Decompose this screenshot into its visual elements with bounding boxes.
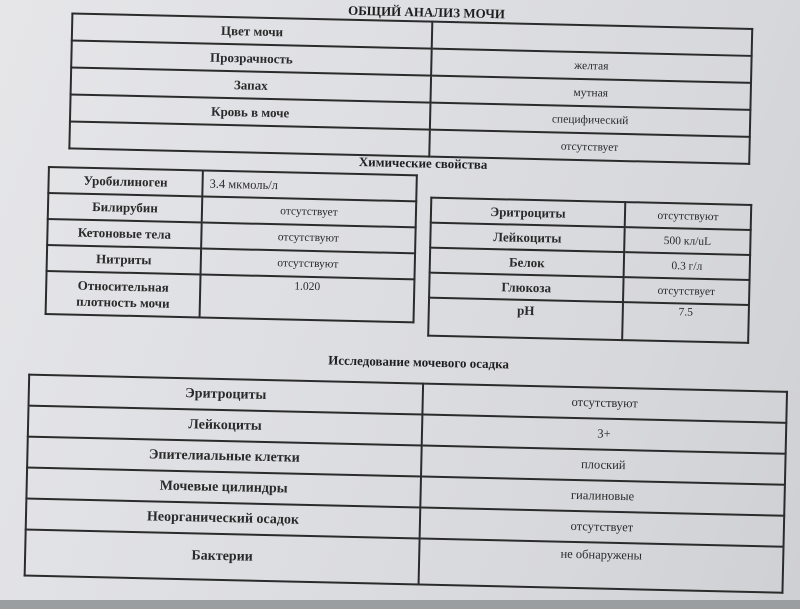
- row-label: Неорганический осадок: [26, 499, 421, 539]
- row-value: желтая: [431, 49, 752, 83]
- row-value: 3.4 мкмоль/л: [202, 170, 417, 201]
- document-title: ОБЩИЙ АНАЛИЗ МОЧИ: [347, 2, 506, 22]
- row-value: специфический: [430, 103, 751, 137]
- table-row: [46, 271, 415, 322]
- row-value: плоский: [421, 446, 786, 485]
- row-label: Лейкоциты: [28, 406, 423, 446]
- row-label: Лейкоциты: [430, 223, 625, 252]
- row-value: отсутствует: [202, 196, 417, 227]
- row-value: отсутствует: [420, 508, 785, 547]
- row-label: Эритроциты: [431, 198, 626, 227]
- row-label: Эпителиальные клетки: [27, 437, 422, 477]
- row-label: Уробилиноген: [48, 167, 203, 196]
- row-label: Цвет мочи: [72, 13, 433, 48]
- row-label: Запах: [71, 67, 432, 102]
- row-label: Глюкоза: [429, 273, 624, 302]
- row-value: мутная: [430, 76, 751, 110]
- row-value: 7.5: [622, 302, 749, 343]
- row-label: Кетоновые тела: [47, 219, 202, 248]
- row-value: отсутствуют: [625, 202, 752, 230]
- table-row: [428, 298, 749, 343]
- row-label: Билирубин: [48, 193, 203, 222]
- row-value: отсутствует: [623, 277, 750, 305]
- row-value: 1.020: [200, 274, 415, 322]
- chemical-section-title: Химические свойства: [358, 154, 488, 172]
- row-value: 500 кл/uL: [624, 227, 751, 255]
- row-value: 3+: [422, 415, 787, 454]
- chemical-left-table: [45, 166, 418, 323]
- row-label: Кровь в моче: [70, 94, 431, 129]
- row-value: отсутствуют: [422, 384, 787, 423]
- sediment-section-title: Исследование мочевого осадка: [328, 352, 510, 372]
- sediment-table: [24, 374, 788, 594]
- chemical-right-table: [427, 197, 752, 344]
- row-value: гиалиновые: [420, 477, 785, 516]
- row-label: Бактерии: [25, 530, 420, 585]
- row-label: Нитриты: [47, 245, 202, 274]
- row-label: Белок: [430, 248, 625, 277]
- row-value: не обнаружены: [419, 539, 784, 593]
- row-value: отсутствуют: [201, 248, 416, 279]
- row-value: отсутствует: [429, 130, 750, 164]
- row-label: Прозрачность: [71, 40, 432, 75]
- row-label: pH: [428, 298, 623, 340]
- row-value: отсутствуют: [201, 222, 416, 253]
- row-label: Относительная плотность мочи: [46, 271, 201, 317]
- row-label: Мочевые цилиндры: [26, 468, 421, 508]
- general-table: [68, 12, 753, 164]
- row-label: Эритроциты: [29, 375, 424, 415]
- row-value: 0.3 г/л: [624, 252, 751, 280]
